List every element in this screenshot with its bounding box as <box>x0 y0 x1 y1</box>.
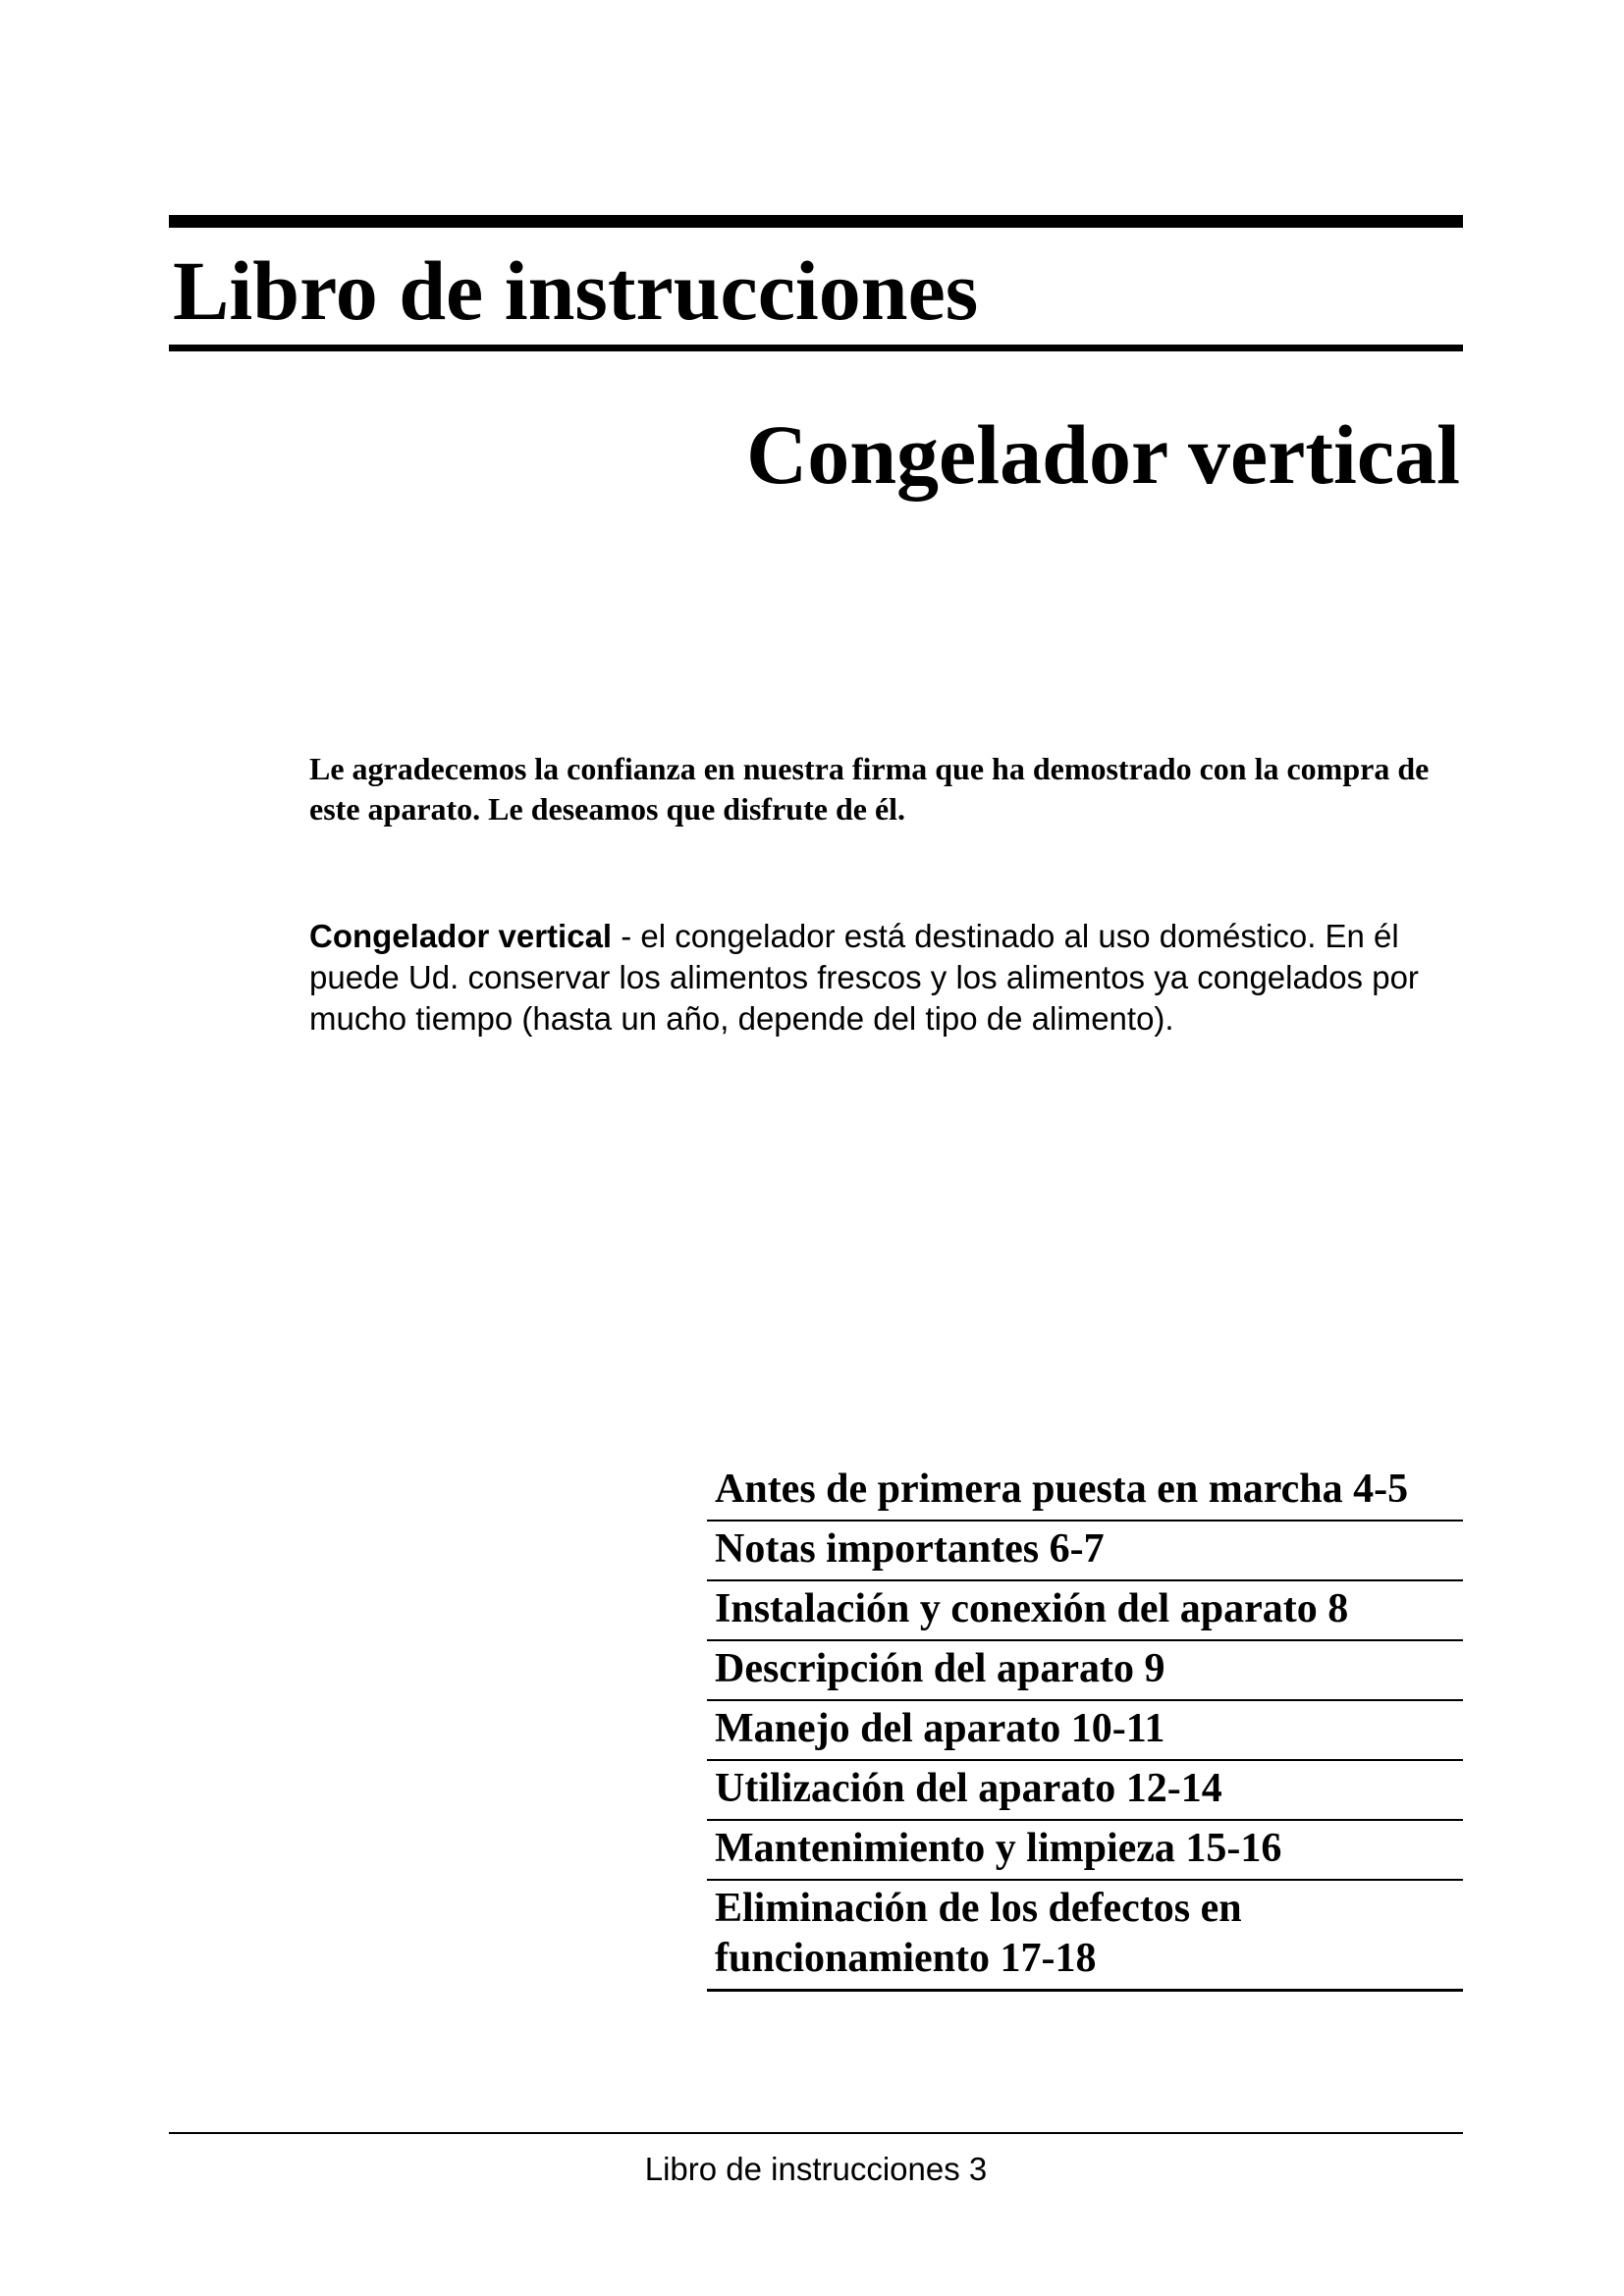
thanks-paragraph: Le agradecemos la confianza en nuestra firma que ha demostrado con la compra de este aparato. Le deseamos que disfrute de él. <box>309 751 1430 827</box>
toc-item[interactable]: Utilización del aparato 12-14 <box>707 1761 1463 1821</box>
toc-item[interactable]: Manejo del aparato 10-11 <box>707 1701 1463 1761</box>
top-thick-rule <box>169 215 1463 228</box>
toc-item[interactable]: Descripción del aparato 9 <box>707 1641 1463 1701</box>
description-term: Congelador vertical <box>309 918 613 954</box>
toc-item[interactable]: Eliminación de los defectos en funcionamiento 17-18 <box>707 1881 1463 1992</box>
table-of-contents <box>707 1462 1463 1992</box>
toc-item[interactable]: Notas importantes 6-7 <box>707 1522 1463 1581</box>
toc-item[interactable]: Instalación y conexión del aparato 8 <box>707 1581 1463 1641</box>
description-paragraph <box>309 916 1468 1040</box>
document-subtitle: Congelador vertical <box>746 407 1460 502</box>
document-title: Libro de instrucciones <box>173 243 979 338</box>
page-footer: Libro de instrucciones 3 <box>644 2151 988 2187</box>
footer-rule <box>169 2132 1463 2134</box>
toc-item[interactable]: Mantenimiento y limpieza 15-16 <box>707 1821 1463 1881</box>
title-underline-rule <box>169 345 1463 351</box>
description-text: - el congelador está destinado al uso doméstico. En él puede Ud. conservar los alimentos frescos y los alimentos ya congelados por mucho tiempo (hasta un año, depende del tipo de alimento). <box>309 918 1419 1037</box>
toc-item[interactable]: Antes de primera puesta en marcha 4-5 <box>707 1462 1463 1522</box>
